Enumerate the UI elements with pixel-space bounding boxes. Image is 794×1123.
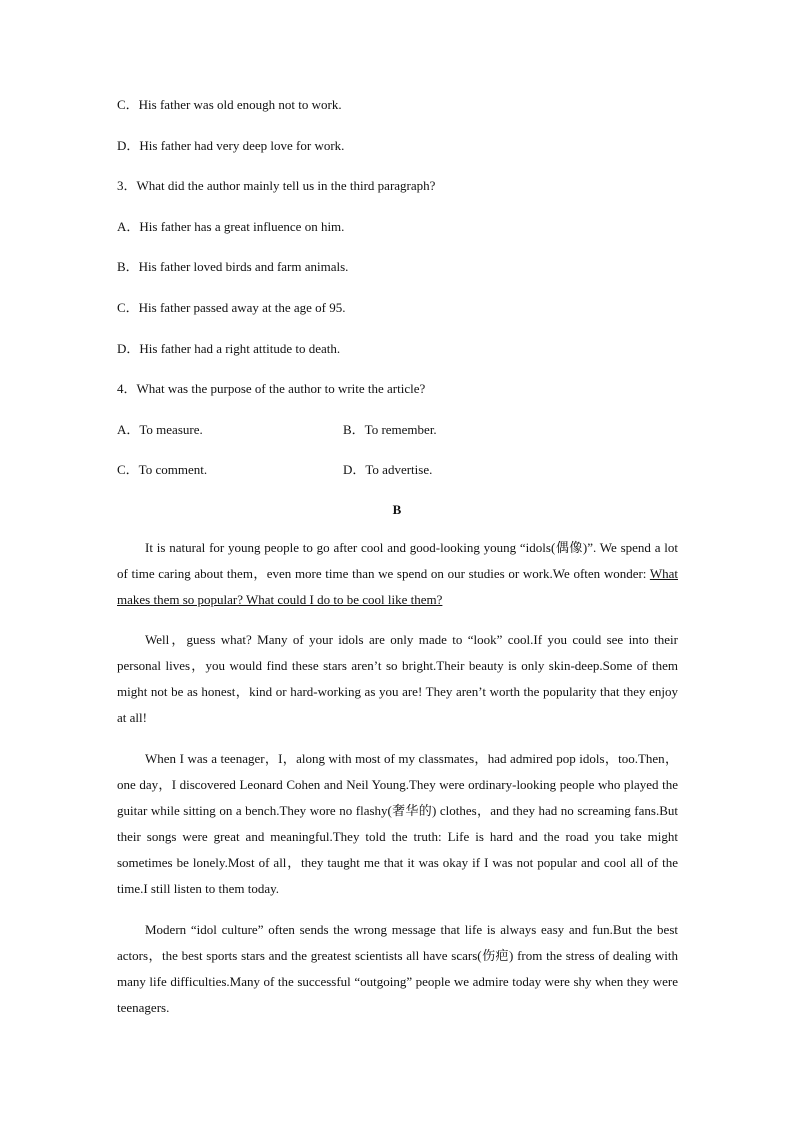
q4-question: 4．What was the purpose of the author to write the article? xyxy=(117,381,426,396)
paragraph-4: Modern “idol culture” often sends the wrong message that life is always easy and fun.But the best actors，the best sports stars and the greatest scientists all have scars(伤疤) from the stress of dealing with many life difficulties.Many of the successful “outgoing” people we admire today were shy when they were teenagers. xyxy=(117,922,678,1015)
q3-option-d: D．His father had a right attitude to death. xyxy=(117,341,341,356)
q3-question: 3．What did the author mainly tell us in the third paragraph? xyxy=(117,178,436,193)
q4-option-c: C．To comment. xyxy=(117,462,208,477)
q2-option-d: D．His father had very deep love for work. xyxy=(117,138,345,153)
q4-option-b: B．To remember. xyxy=(343,422,437,437)
paragraph-1-text: It is natural for young people to go after cool and good-looking young “idols(偶像)”. We spend a lot of time caring about them，even more time than we spend on our studies or work.We often wonder: xyxy=(117,540,678,581)
q4-option-a: A．To measure. xyxy=(117,422,203,437)
q2-option-c: C．His father was old enough not to work. xyxy=(117,97,342,112)
q3-option-b: B．His father loved birds and farm animals. xyxy=(117,259,349,274)
q3-option-a: A．His father has a great influence on him. xyxy=(117,219,345,234)
paragraph-3: When I was a teenager，I，along with most of my classmates，had admired pop idols，too.Then，one day，I discovered Leonard Cohen and Neil Young.They were ordinary-looking people who played the guitar while sitting on a bench.They wore no flashy(奢华的) clothes，and they had no screaming fans.But their songs were great and meaningful.They told the truth: Life is hard and the road you take might sometimes be lonely.Most of all，they taught me that it was okay if I was not popular and cool all of the time.I still listen to them today. xyxy=(117,751,678,896)
paragraph-1 xyxy=(117,535,678,613)
paragraph-1-underlined-question: What makes them so popular? What could I do to be cool like them? xyxy=(117,566,678,607)
section-b-title: B xyxy=(392,502,402,517)
paragraph-2: Well，guess what? Many of your idols are only made to “look” cool.If you could see into their personal lives，you would find these stars aren’t so bright.Their beauty is only skin-deep.Some of them might not be as honest，kind or hard-working as you are! They aren’t worth the popularity that they enjoy at all! xyxy=(117,632,678,725)
q3-option-c: C．His father passed away at the age of 95. xyxy=(117,300,346,315)
q4-option-d: D．To advertise. xyxy=(343,462,433,477)
